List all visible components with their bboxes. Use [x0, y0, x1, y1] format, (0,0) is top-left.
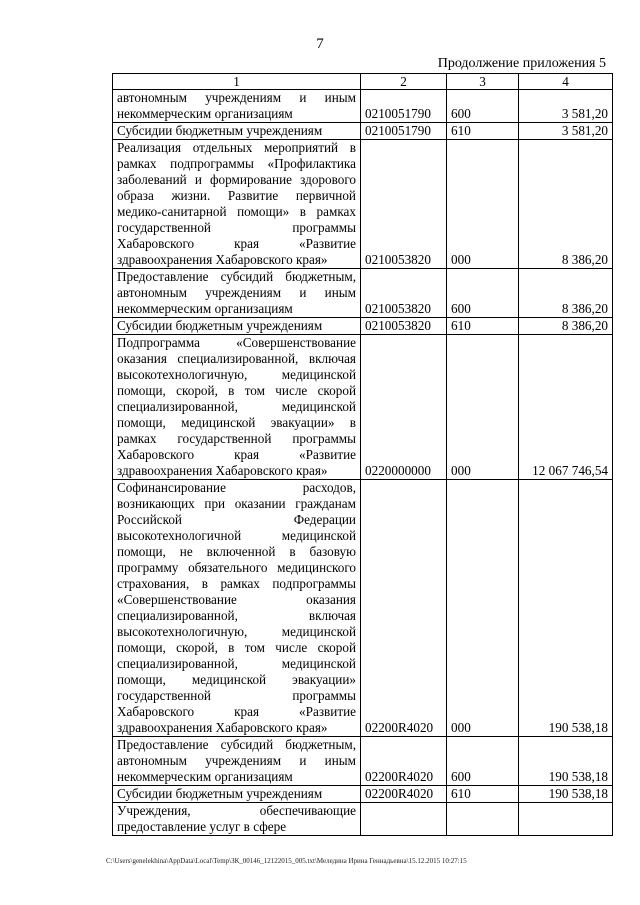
- row-name: Учреждения, обеспечивающие предоставление услуг в сфере: [113, 803, 361, 836]
- page-number: 7: [316, 36, 324, 52]
- table-row: [113, 335, 613, 480]
- row-name: Субсидии бюджетным учреждениям: [113, 318, 361, 335]
- row-amount: 12 067 746,54: [519, 335, 613, 480]
- table-row: [113, 480, 613, 737]
- row-code: 0210053820: [361, 140, 447, 269]
- row-code: 0210053820: [361, 318, 447, 335]
- table-header-row: [113, 74, 613, 90]
- column-header-name: 1: [113, 74, 361, 90]
- row-type: [447, 803, 519, 836]
- row-name: Реализация отдельных мероприятий в рамках подпрограммы «Профилактика заболеваний и формирование здорового образа жизни. Развитие первичной медико-санитарной помощи» в рамках государственной программы Хабаровского края «Развитие здравоохранения Хабаровского края»: [113, 140, 361, 269]
- row-amount: [519, 803, 613, 836]
- row-type: 600: [447, 737, 519, 786]
- row-amount: 3 581,20: [519, 90, 613, 123]
- row-amount: 8 386,20: [519, 269, 613, 318]
- row-code: 0210053820: [361, 269, 447, 318]
- appendix-continuation-label: Продолжение приложения 5: [437, 56, 606, 71]
- row-amount: 8 386,20: [519, 140, 613, 269]
- footer-file-path: C:\Users\genelekhina\AppData\Local\Temp\ЗК_00146_12122015_005.txt\Меледина Ирина Геннадьевна\15.12.2015 10:27:15: [106, 857, 467, 865]
- column-header-code: 2: [361, 74, 447, 90]
- budget-table: [112, 73, 613, 836]
- column-header-amount: 4: [519, 74, 613, 90]
- row-type: 610: [447, 318, 519, 335]
- table-row: [113, 786, 613, 803]
- row-name: Субсидии бюджетным учреждениям: [113, 123, 361, 140]
- row-code: 02200R4020: [361, 786, 447, 803]
- row-amount: 190 538,18: [519, 480, 613, 737]
- row-type: 610: [447, 123, 519, 140]
- row-name: Софинансирование расходов, возникающих при оказании гражданам Российской Федерации высокотехнологичной медицинской помощи, не включенной в базовую программу обязательного медицинского страхования, в рамках подпрограммы «Совершенствование оказания специализированной, включая высокотехнологичную, медицинской помощи, скорой, в том числе скорой специализированной, медицинской помощи, медицинской эвакуации» государственной программы Хабаровского края «Развитие здравоохранения Хабаровского края»: [113, 480, 361, 737]
- row-amount: 3 581,20: [519, 123, 613, 140]
- row-code: 0220000000: [361, 335, 447, 480]
- row-code: 0210051790: [361, 123, 447, 140]
- row-code: 02200R4020: [361, 480, 447, 737]
- row-amount: 190 538,18: [519, 737, 613, 786]
- row-amount: 8 386,20: [519, 318, 613, 335]
- row-name: Подпрограмма «Совершенствование оказания специализированной, включая высокотехнологичную, медицинской помощи, скорой, в том числе скорой специализированной, медицинской помощи, медицинской эвакуации» в рамках государственной программы Хабаровского края «Развитие здравоохранения Хабаровского края»: [113, 335, 361, 480]
- row-type: 000: [447, 140, 519, 269]
- row-type: 600: [447, 269, 519, 318]
- table-row: [113, 737, 613, 786]
- row-type: 610: [447, 786, 519, 803]
- row-name: Субсидии бюджетным учреждениям: [113, 786, 361, 803]
- row-code: 0210051790: [361, 90, 447, 123]
- row-name: Предоставление субсидий бюджетным, автономным учреждениям и иным некоммерческим организациям: [113, 269, 361, 318]
- table-row: [113, 140, 613, 269]
- row-amount: 190 538,18: [519, 786, 613, 803]
- row-code: [361, 803, 447, 836]
- row-code: 02200R4020: [361, 737, 447, 786]
- table-row: [113, 269, 613, 318]
- table-row: [113, 318, 613, 335]
- row-name: Предоставление субсидий бюджетным, автономным учреждениям и иным некоммерческим организациям: [113, 737, 361, 786]
- row-name: автономным учреждениям и иным некоммерческим организациям: [113, 90, 361, 123]
- table-row: [113, 90, 613, 123]
- row-type: 600: [447, 90, 519, 123]
- table-row: [113, 803, 613, 836]
- table-row: [113, 123, 613, 140]
- row-type: 000: [447, 480, 519, 737]
- column-header-type: 3: [447, 74, 519, 90]
- row-type: 000: [447, 335, 519, 480]
